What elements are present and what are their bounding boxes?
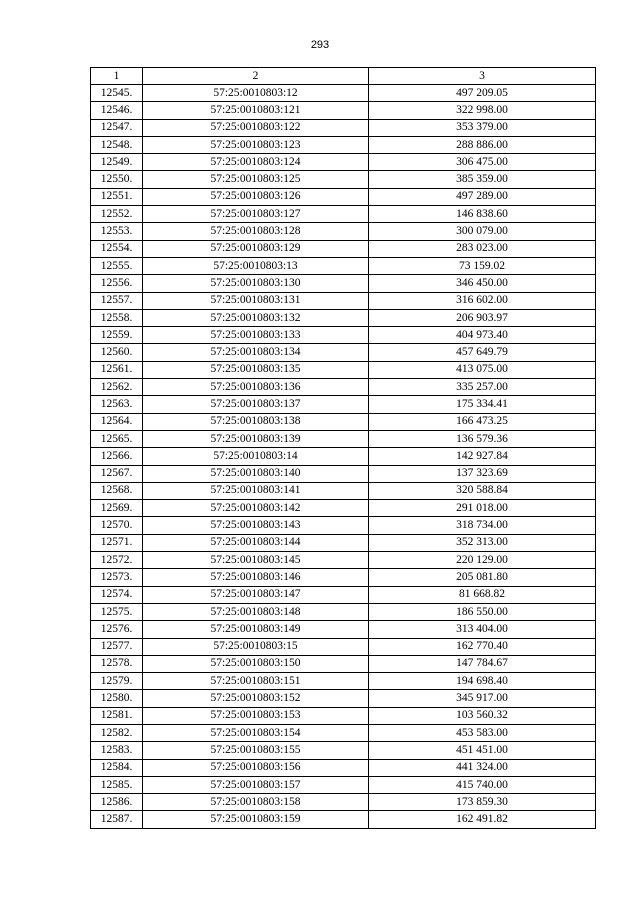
cadastral-number-cell: 57:25:0010803:144	[143, 534, 369, 551]
table-row	[91, 206, 596, 223]
row-number-cell: 12582.	[91, 724, 143, 741]
table-row	[91, 465, 596, 482]
table-row	[91, 361, 596, 378]
value-cell: 81 668.82	[369, 586, 596, 603]
cadastral-number-cell: 57:25:0010803:142	[143, 500, 369, 517]
row-number-cell: 12552.	[91, 206, 143, 223]
value-cell: 206 903.97	[369, 309, 596, 326]
cadastral-number-cell: 57:25:0010803:14	[143, 448, 369, 465]
value-cell: 385 359.00	[369, 171, 596, 188]
value-cell: 306 475.00	[369, 154, 596, 171]
value-cell: 73 159.02	[369, 257, 596, 274]
value-cell: 497 209.05	[369, 85, 596, 102]
table-body	[91, 85, 596, 829]
row-number-cell: 12545.	[91, 85, 143, 102]
row-number-cell: 12585.	[91, 776, 143, 793]
cadastral-number-cell: 57:25:0010803:155	[143, 742, 369, 759]
table-row	[91, 85, 596, 102]
cadastral-number-cell: 57:25:0010803:136	[143, 379, 369, 396]
table-row	[91, 102, 596, 119]
value-cell: 146 838.60	[369, 206, 596, 223]
table-row	[91, 257, 596, 274]
cadastral-number-cell: 57:25:0010803:126	[143, 188, 369, 205]
table-row	[91, 482, 596, 499]
row-number-cell: 12549.	[91, 154, 143, 171]
table-row	[91, 724, 596, 741]
row-number-cell: 12574.	[91, 586, 143, 603]
table-row	[91, 154, 596, 171]
column-header-2: 2	[143, 68, 369, 85]
table-row	[91, 569, 596, 586]
table-row	[91, 776, 596, 793]
value-cell: 451 451.00	[369, 742, 596, 759]
table-row	[91, 586, 596, 603]
table-row	[91, 119, 596, 136]
value-cell: 335 257.00	[369, 379, 596, 396]
value-cell: 320 588.84	[369, 482, 596, 499]
cadastral-number-cell: 57:25:0010803:124	[143, 154, 369, 171]
column-header-1: 1	[91, 68, 143, 85]
value-cell: 283 023.00	[369, 240, 596, 257]
table-row	[91, 327, 596, 344]
cadastral-number-cell: 57:25:0010803:149	[143, 621, 369, 638]
row-number-cell: 12567.	[91, 465, 143, 482]
value-cell: 404 973.40	[369, 327, 596, 344]
value-cell: 136 579.36	[369, 430, 596, 447]
value-cell: 353 379.00	[369, 119, 596, 136]
row-number-cell: 12581.	[91, 707, 143, 724]
table-row	[91, 309, 596, 326]
value-cell: 137 323.69	[369, 465, 596, 482]
cadastral-number-cell: 57:25:0010803:135	[143, 361, 369, 378]
value-cell: 142 927.84	[369, 448, 596, 465]
table-row	[91, 292, 596, 309]
value-cell: 162 491.82	[369, 811, 596, 828]
table-row	[91, 603, 596, 620]
table-row	[91, 448, 596, 465]
cadastral-number-cell: 57:25:0010803:153	[143, 707, 369, 724]
row-number-cell: 12571.	[91, 534, 143, 551]
value-cell: 162 770.40	[369, 638, 596, 655]
value-cell: 352 313.00	[369, 534, 596, 551]
row-number-cell: 12559.	[91, 327, 143, 344]
row-number-cell: 12548.	[91, 136, 143, 153]
value-cell: 313 404.00	[369, 621, 596, 638]
cadastral-number-cell: 57:25:0010803:140	[143, 465, 369, 482]
table-row	[91, 344, 596, 361]
row-number-cell: 12557.	[91, 292, 143, 309]
table-row	[91, 171, 596, 188]
table-row	[91, 759, 596, 776]
row-number-cell: 12554.	[91, 240, 143, 257]
value-cell: 497 289.00	[369, 188, 596, 205]
cadastral-number-cell: 57:25:0010803:15	[143, 638, 369, 655]
table-row	[91, 240, 596, 257]
table-row	[91, 517, 596, 534]
table-row	[91, 552, 596, 569]
cadastral-number-cell: 57:25:0010803:125	[143, 171, 369, 188]
cadastral-number-cell: 57:25:0010803:154	[143, 724, 369, 741]
row-number-cell: 12583.	[91, 742, 143, 759]
value-cell: 415 740.00	[369, 776, 596, 793]
table-row	[91, 223, 596, 240]
cadastral-number-cell: 57:25:0010803:146	[143, 569, 369, 586]
value-cell: 205 081.80	[369, 569, 596, 586]
value-cell: 345 917.00	[369, 690, 596, 707]
table-row	[91, 534, 596, 551]
value-cell: 413 075.00	[369, 361, 596, 378]
value-cell: 322 998.00	[369, 102, 596, 119]
value-cell: 441 324.00	[369, 759, 596, 776]
cadastral-number-cell: 57:25:0010803:13	[143, 257, 369, 274]
value-cell: 300 079.00	[369, 223, 596, 240]
row-number-cell: 12553.	[91, 223, 143, 240]
row-number-cell: 12580.	[91, 690, 143, 707]
cadastral-number-cell: 57:25:0010803:157	[143, 776, 369, 793]
row-number-cell: 12555.	[91, 257, 143, 274]
cadastral-number-cell: 57:25:0010803:158	[143, 794, 369, 811]
cadastral-number-cell: 57:25:0010803:145	[143, 552, 369, 569]
cadastral-number-cell: 57:25:0010803:143	[143, 517, 369, 534]
table-row	[91, 413, 596, 430]
row-number-cell: 12587.	[91, 811, 143, 828]
value-cell: 186 550.00	[369, 603, 596, 620]
table-row	[91, 673, 596, 690]
row-number-cell: 12566.	[91, 448, 143, 465]
table-row	[91, 794, 596, 811]
row-number-cell: 12550.	[91, 171, 143, 188]
table-row	[91, 655, 596, 672]
cadastral-number-cell: 57:25:0010803:121	[143, 102, 369, 119]
column-header-3: 3	[369, 68, 596, 85]
row-number-cell: 12556.	[91, 275, 143, 292]
table-header-row	[91, 68, 596, 85]
row-number-cell: 12562.	[91, 379, 143, 396]
row-number-cell: 12570.	[91, 517, 143, 534]
table-row	[91, 430, 596, 447]
table-row	[91, 638, 596, 655]
row-number-cell: 12577.	[91, 638, 143, 655]
cadastral-number-cell: 57:25:0010803:131	[143, 292, 369, 309]
cadastral-number-cell: 57:25:0010803:123	[143, 136, 369, 153]
row-number-cell: 12558.	[91, 309, 143, 326]
row-number-cell: 12551.	[91, 188, 143, 205]
row-number-cell: 12546.	[91, 102, 143, 119]
cadastral-number-cell: 57:25:0010803:127	[143, 206, 369, 223]
cadastral-number-cell: 57:25:0010803:147	[143, 586, 369, 603]
value-cell: 173 859.30	[369, 794, 596, 811]
row-number-cell: 12572.	[91, 552, 143, 569]
cadastral-number-cell: 57:25:0010803:156	[143, 759, 369, 776]
value-cell: 291 018.00	[369, 500, 596, 517]
row-number-cell: 12569.	[91, 500, 143, 517]
row-number-cell: 12576.	[91, 621, 143, 638]
cadastral-number-cell: 57:25:0010803:148	[143, 603, 369, 620]
page-number: 293	[310, 39, 330, 51]
cadastral-number-cell: 57:25:0010803:12	[143, 85, 369, 102]
cadastral-number-cell: 57:25:0010803:130	[143, 275, 369, 292]
row-number-cell: 12547.	[91, 119, 143, 136]
row-number-cell: 12573.	[91, 569, 143, 586]
table-row	[91, 811, 596, 828]
cadastral-number-cell: 57:25:0010803:133	[143, 327, 369, 344]
value-cell: 103 560.32	[369, 707, 596, 724]
cadastral-number-cell: 57:25:0010803:139	[143, 430, 369, 447]
cadastral-number-cell: 57:25:0010803:152	[143, 690, 369, 707]
cadastral-number-cell: 57:25:0010803:122	[143, 119, 369, 136]
row-number-cell: 12561.	[91, 361, 143, 378]
table-row	[91, 275, 596, 292]
value-cell: 457 649.79	[369, 344, 596, 361]
cadastral-number-cell: 57:25:0010803:138	[143, 413, 369, 430]
table-row	[91, 707, 596, 724]
table-row	[91, 136, 596, 153]
row-number-cell: 12579.	[91, 673, 143, 690]
row-number-cell: 12568.	[91, 482, 143, 499]
row-number-cell: 12575.	[91, 603, 143, 620]
value-cell: 166 473.25	[369, 413, 596, 430]
value-cell: 346 450.00	[369, 275, 596, 292]
value-cell: 147 784.67	[369, 655, 596, 672]
value-cell: 318 734.00	[369, 517, 596, 534]
table-row	[91, 621, 596, 638]
value-cell: 194 698.40	[369, 673, 596, 690]
cadastral-number-cell: 57:25:0010803:128	[143, 223, 369, 240]
table-row	[91, 188, 596, 205]
row-number-cell: 12563.	[91, 396, 143, 413]
row-number-cell: 12564.	[91, 413, 143, 430]
cadastral-number-cell: 57:25:0010803:159	[143, 811, 369, 828]
row-number-cell: 12578.	[91, 655, 143, 672]
row-number-cell: 12565.	[91, 430, 143, 447]
row-number-cell: 12586.	[91, 794, 143, 811]
value-cell: 453 583.00	[369, 724, 596, 741]
cadastral-number-cell: 57:25:0010803:134	[143, 344, 369, 361]
cadastral-number-cell: 57:25:0010803:141	[143, 482, 369, 499]
value-cell: 288 886.00	[369, 136, 596, 153]
cadastral-number-cell: 57:25:0010803:129	[143, 240, 369, 257]
table-row	[91, 396, 596, 413]
cadastral-number-cell: 57:25:0010803:151	[143, 673, 369, 690]
data-table	[90, 67, 596, 829]
row-number-cell: 12560.	[91, 344, 143, 361]
value-cell: 316 602.00	[369, 292, 596, 309]
cadastral-number-cell: 57:25:0010803:150	[143, 655, 369, 672]
table-row	[91, 690, 596, 707]
value-cell: 220 129.00	[369, 552, 596, 569]
table-row	[91, 379, 596, 396]
table-row	[91, 742, 596, 759]
cadastral-number-cell: 57:25:0010803:137	[143, 396, 369, 413]
table-row	[91, 500, 596, 517]
row-number-cell: 12584.	[91, 759, 143, 776]
cadastral-number-cell: 57:25:0010803:132	[143, 309, 369, 326]
value-cell: 175 334.41	[369, 396, 596, 413]
